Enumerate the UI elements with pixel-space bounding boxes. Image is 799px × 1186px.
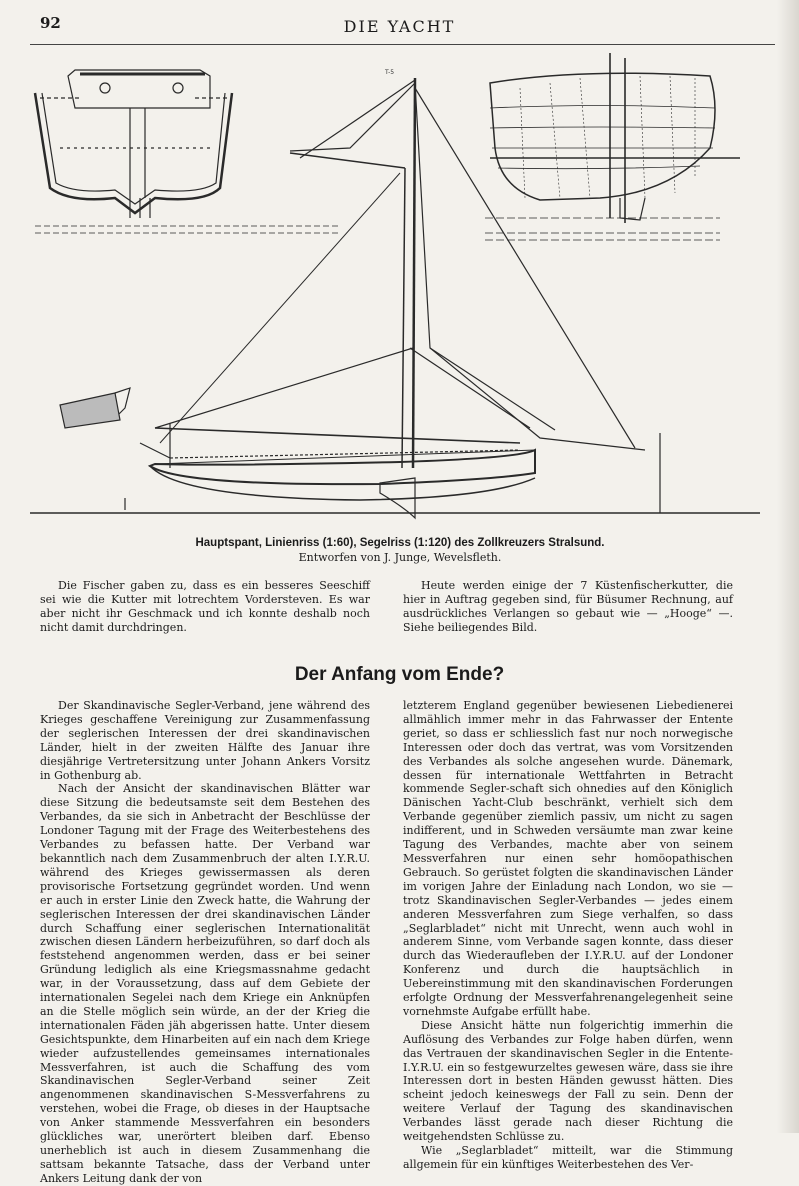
article-right-column — [403, 699, 733, 1172]
figure-caption: Hauptspant, Linienriss (1:60), Segelriss (1:120) des Zollkreuzers Stralsund. — [195, 537, 605, 549]
paragraph: Die Fischer gaben zu, dass es ein besseres Seeschiff sei wie die Kutter mit lotrechtem Vordersteven. Es war aber nicht ihr Geschmack und ich konnte deshalb noch nicht damit durchdringen. — [40, 579, 370, 634]
running-title: DIE YACHT — [343, 17, 456, 36]
paragraph: Heute werden einige der 7 Küstenfischerkutter, die hier in Auftrag gegeben sind, für Büsumer Rechnung, auf ausdrückliches Verlangen so gebaut wie — „Hooge“ —. Siehe beiliegendes Bild. — [403, 579, 733, 634]
paragraph: Der Skandinavische Segler-Verband, jene während des Krieges geschaffene Vereinigung zur Zusammenfassung der seglerischen Interessen der drei skandinavischen Länder, hielt in der zweiten Hälfte des Januar ihre diesjährige Vertretersitzung unter Johann Ankers Vorsitz in Gothenburg ab. — [40, 699, 370, 782]
top-right-column — [403, 579, 733, 635]
paragraph: Wie „Seglarbladet“ mitteilt, war die Stimmung allgemein für ein künftiges Weiterbestehen des Ver- — [403, 1144, 733, 1171]
page-number: 92 — [40, 14, 61, 32]
header-rule — [30, 44, 775, 45]
lines-plan-drawing — [485, 53, 740, 240]
figure-credit: Entworfen von J. Junge, Wevelsfleth. — [298, 551, 502, 564]
paragraph: Nach der Ansicht der skandinavischen Blätter war diese Sitzung die bedeutsamste seit dem Bestehen des Verbandes, da sie sich in Anbetracht der Beschlüsse der Londoner Tagung mit der Frage des Weiterbestehens des Verbandes zu befassen hatte. Der Verband war bekanntlich nach dem Zusammenbruch der alten I.Y.R.U. während des Krieges gewissermassen als deren provisorische Fortsetzung gegründet worden. Und wenn er auch in erster Linie den Zweck hatte, die Wahrung der seglerischen Interessen der drei skandinavischen Länder durch Schaffung einer seglerischen Internationalität zwischen diesen Ländern herbeizuführen, so darf doch als feststehend angenommen werden, dass er bei seiner Gründung lediglich als eine Kriegsmassnahme gedacht war, in der Voraussetzung, dass auf dem Gebiete der internationalen Segelei nach dem Kriege ein Anknüpfen an die Stelle möglich sein würde, an der der Krieg die internationalen Fäden jäh abgerissen hatte. Unter diesem Gesichtspunkte, dem Hinarbeiten auf ein nach dem Kriege wieder aufzustellendes gemeinsames internationales Messverfahren, ist auch die Schaffung des vom Skandinavischen Segler-Verband seiner Zeit angenommenen skandinavischen S-Messverfahrens zu verstehen, wobei die Frage, ob dieses in der Hauptsache von Anker stammende Messverfahren ein besonders glückliches war, unerörtert bleiben darf. Ebenso unerheblich ist auch in diesem Zusammenhang die sattsam bekannte Tatsache, dass der Verband unter Ankers Leitung dank der von — [40, 782, 370, 1185]
svg-text:T-5: T-5 — [385, 69, 395, 76]
top-left-column — [40, 579, 370, 635]
scan-edge-shadow — [777, 0, 799, 1133]
yacht-plans-drawing — [20, 48, 760, 533]
paragraph: letzterem England gegenüber bewiesenen Liebedienerei allmählich immer mehr in das Fahrwasser der Entente geriet, so dass er schliesslich fast nur noch norwegische Interessen oder doch das vertrat, was vom Vorsitzenden des Verbandes als solche angesehen wurde. Dänemark, dessen für internationale Wettfahrten in Betracht kommende Segler-schaft sich ohnedies auf den Königlich Dänischen Yacht-Club beschränkt, verhielt sich dem Verbande gegenüber ziemlich passiv, um nicht zu sagen indifferent, und in Schweden versäumte man zwar keine Tagung des Verbandes, machte aber von seinem Messverfahren nur einen sehr homöopathischen Gebrauch. So gerüstet folgten die skandinavischen Länder im vorigen Jahre der Einladung nach London, wo sie — trotz Skandinavischen Segler-Verbandes — jedes einem anderen Messverfahren zum Siege verhalfen, so dass „Seglarbladet“ nicht mit Unrecht, wenn auch wohl in anderem Sinne, vom Verbande sagen konnte, dass dieser durch das Wiederaufleben der I.Y.R.U. auf der Londoner Konferenz und durch die hauptsächlich in Uebereinstimmung mit den skandinavischen Forderungen erfolgte Ordnung der Messverfahrenangelegenheit seine vornehmste Aufgabe erfüllt habe. — [403, 699, 733, 1018]
article-left-column — [40, 699, 370, 1186]
paragraph: Diese Ansicht hätte nun folgerichtig immerhin die Auflösung des Verbandes zur Folge haben dürfen, wenn das Vertrauen der skandinavischen Segler in die Entente-I.Y.R.U. ein so festgewurzeltes gewesen wäre, dass sie ihre Interessen dort in besten Händen gewusst hätten. Dies scheint jedoch keineswegs der Fall zu sein. Denn der weitere Verlauf der Tagung des skandinavischen Verbandes lässt gerade nach dieser Richtung die weitgehendsten Schlüsse zu. — [403, 1018, 733, 1144]
midship-section-drawing — [35, 70, 340, 233]
article-title: Der Anfang vom Ende? — [294, 664, 505, 685]
sail-plan-drawing — [30, 78, 760, 518]
yacht-plans-figure — [20, 48, 760, 533]
